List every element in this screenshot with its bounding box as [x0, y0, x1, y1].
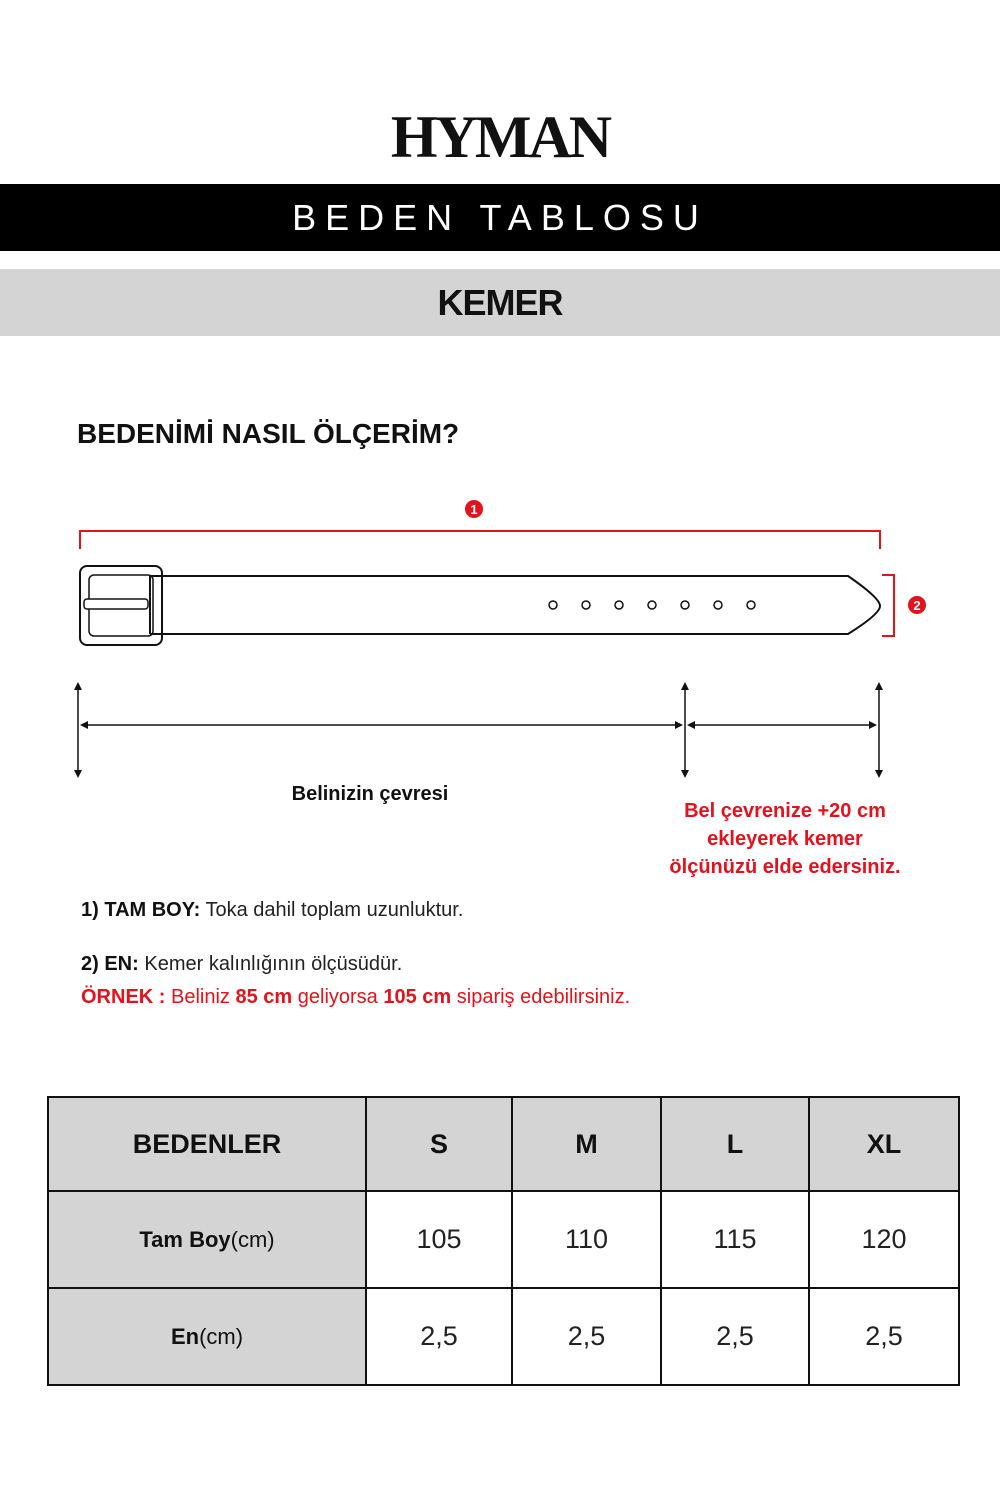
- add-note-line: ölçünüzü elde edersiniz.: [669, 856, 901, 878]
- row-label-width: En(cm): [48, 1288, 366, 1385]
- category-band: [0, 269, 1000, 336]
- table-cell: 2,5: [512, 1288, 661, 1385]
- belt-strap: [150, 576, 880, 634]
- definition-text: Kemer kalınlığının ölçüsüdür.: [138, 953, 403, 975]
- waist-label: Belinizin çevresi: [291, 783, 449, 805]
- table-cell: 110: [512, 1191, 661, 1288]
- page-title-band: [0, 184, 1000, 251]
- example-text: geliyorsa: [292, 986, 384, 1008]
- marker-2: [908, 596, 926, 614]
- add-note-line: Bel çevrenize +20 cm: [684, 800, 886, 822]
- belt-holes: [549, 601, 755, 609]
- marker-2-label: 2: [913, 598, 921, 613]
- how-to-measure-heading: BEDENİMİ NASIL ÖLÇERİM?: [77, 418, 460, 449]
- category-title: KEMER: [437, 281, 563, 323]
- size-header-xl: XL: [809, 1097, 959, 1191]
- example-waist-value: 85 cm: [235, 986, 293, 1008]
- size-table-header-row: [48, 1097, 959, 1191]
- size-header-label: BEDENLER: [48, 1097, 366, 1191]
- page-title: BEDEN TABLOSU: [292, 196, 708, 238]
- width-bracket: [882, 575, 894, 636]
- size-header-s: S: [366, 1097, 512, 1191]
- belt-diagram: [0, 490, 1000, 790]
- definition-term: 1) TAM BOY:: [81, 899, 201, 921]
- table-cell: 115: [661, 1191, 809, 1288]
- brand-logo: HYMAN: [390, 104, 610, 170]
- table-row: [48, 1288, 959, 1385]
- size-table: [47, 1096, 960, 1386]
- table-cell: 2,5: [366, 1288, 512, 1385]
- add-note-line: ekleyerek kemer: [707, 828, 863, 850]
- example-label: ÖRNEK :: [81, 986, 166, 1008]
- size-header-l: L: [661, 1097, 809, 1191]
- example-note: [81, 986, 630, 1009]
- definition-full-length: [81, 899, 463, 922]
- marker-1: [465, 500, 483, 518]
- measurement-arrows: [74, 682, 883, 778]
- table-cell: 2,5: [661, 1288, 809, 1385]
- table-cell: 2,5: [809, 1288, 959, 1385]
- definition-text: Toka dahil toplam uzunluktur.: [200, 899, 464, 921]
- definition-width: [81, 953, 402, 976]
- example-text: Beliniz: [165, 986, 236, 1008]
- row-label-full-length: Tam Boy(cm): [48, 1191, 366, 1288]
- full-length-bracket: [80, 531, 880, 549]
- example-text: sipariş edebilirsiniz.: [451, 986, 631, 1008]
- size-header-m: M: [512, 1097, 661, 1191]
- example-order-value: 105 cm: [383, 986, 452, 1008]
- marker-1-label: 1: [470, 502, 478, 517]
- definition-term: 2) EN:: [81, 953, 139, 975]
- add-20cm-note: [640, 797, 930, 881]
- table-cell: 105: [366, 1191, 512, 1288]
- table-row: [48, 1191, 959, 1288]
- table-cell: 120: [809, 1191, 959, 1288]
